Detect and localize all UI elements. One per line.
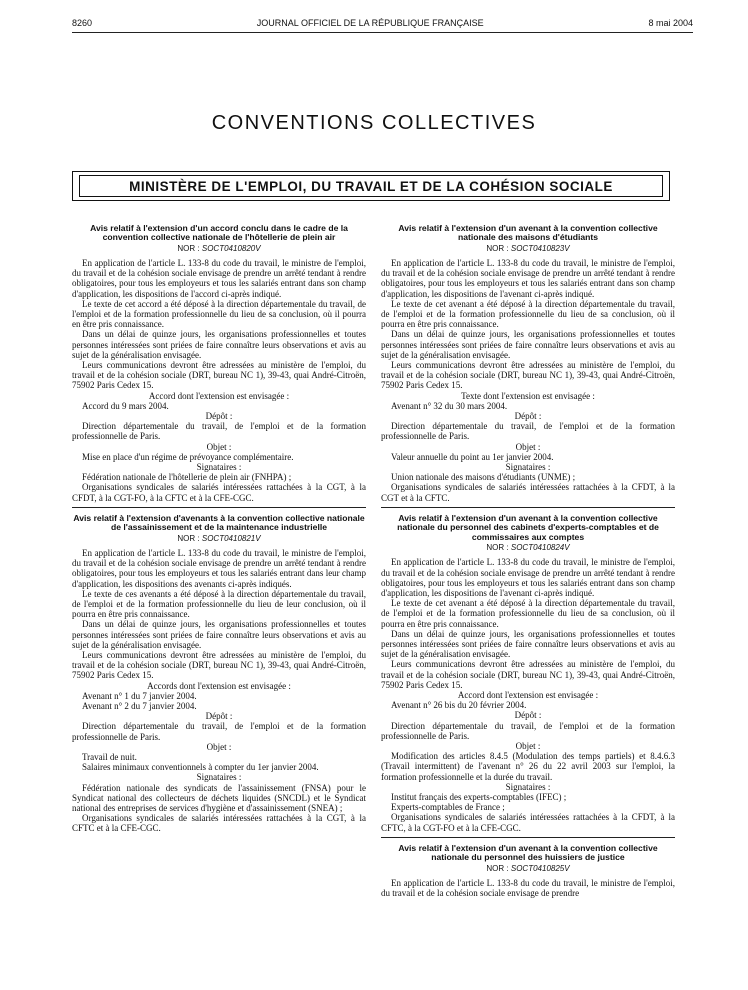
subheading: Signataires :: [196, 462, 242, 473]
subheading: Signataires :: [505, 462, 551, 473]
paragraph: Dans un délai de quinze jours, les organisations professionnelles et toutes personnes intéressées sont priées de faire connaître leurs observations et avis au sujet de la généralisation envisagée.: [72, 619, 366, 650]
ministry-name: MINISTÈRE DE L'EMPLOI, DU TRAVAIL ET DE LA COHÉSION SOCIALE: [79, 175, 663, 197]
paragraph: Le texte de cet accord a été déposé à la direction départementale du travail, de l'emploi et de la formation professionnelle du lieu de sa conclusion, où il pourra en être pris connaissance.: [72, 298, 366, 330]
notice-title: Avis relatif à l'extension d'avenants à la convention collective nationale de l'assainissement et de la maintenance industrielle: [73, 512, 365, 533]
divider: [381, 507, 675, 508]
nor-code: SOCT0410825V: [510, 863, 570, 873]
nor-code: SOCT0410823V: [510, 243, 570, 253]
paragraph: Le texte de ces avenants a été déposé à la direction départementale du travail, de l'emploi et de la formation professionnelle du lieu de leur conclusion, où il pourra en être pris connaissance.: [72, 588, 366, 620]
divider: [381, 837, 675, 838]
notice-hotellerie: [72, 224, 366, 503]
notice-maisons-etudiants: [381, 224, 675, 503]
subheading: Accord dont l'extension est envisagée :: [457, 689, 599, 700]
journal-title: JOURNAL OFFICIEL DE LA RÉPUBLIQUE FRANÇAISE: [256, 18, 484, 28]
nor-label: NOR :: [486, 863, 509, 873]
subheading: Dépôt :: [205, 711, 233, 722]
subheading: Texte dont l'extension est envisagée :: [461, 390, 595, 401]
subheading: Signataires :: [196, 772, 242, 783]
item: Direction départementale du travail, de l'emploi et de la formation professionnelle de Paris.: [381, 720, 675, 741]
paragraph: En application de l'article L. 133-8 du code du travail, le ministre de l'emploi, du travail et de la cohésion sociale envisage de prendre un arrêté tendant à rendre obligatoires, pour tous les employeurs et tous les salariés entrant dans son champ d'application, les dispositions de l'avenant ci-après indiqué.: [381, 258, 675, 299]
nor-reference: [381, 864, 675, 874]
item: Direction départementale du travail, de l'emploi et de la formation professionnelle de Paris.: [72, 721, 366, 742]
item: Organisations syndicales de salariés intéressées rattachées à la CFDT, à la CFTC, à la CGT-FO et à la CFE-CGC.: [381, 812, 675, 833]
item: Organisations syndicales de salariés intéressées rattachées à la CFDT, à la CGT et à la CFTC.: [381, 482, 675, 503]
paragraph: Leurs communications devront être adressées au ministère de l'emploi, du travail et de la cohésion sociale (DRT, bureau NC 1), 39-43, quai André-Citroën, 75902 Paris Cedex 15.: [72, 360, 366, 391]
nor-label: NOR :: [486, 243, 509, 253]
subheading: Accords dont l'extension est envisagée :: [147, 680, 291, 691]
paragraph: En application de l'article L. 133-8 du code du travail, le ministre de l'emploi, du travail et de la cohésion sociale envisage de prendre un arrêté tendant à rendre obligatoires, pour tous les employeurs et tous les salariés entrant dans leur champ d'application, les dispositions des avenants ci-après indiqués.: [72, 547, 366, 589]
nor-code: SOCT0410824V: [510, 543, 570, 553]
right-column: [381, 224, 675, 898]
item: Travail de nuit.: [82, 751, 137, 762]
left-column: [72, 224, 366, 834]
item: Avenant n° 1 du 7 janvier 2004.: [82, 690, 197, 701]
subheading: Signataires :: [505, 781, 551, 792]
ministry-box: [72, 171, 670, 201]
nor-reference: [72, 534, 366, 544]
subheading: Dépôt :: [514, 411, 542, 422]
paragraph: Dans un délai de quinze jours, les organisations professionnelles et toutes personnes intéressées sont priées de faire connaître leurs observations et avis au sujet de la généralisation envisagée.: [381, 329, 675, 360]
item: Mise en place d'un régime de prévoyance complémentaire.: [82, 451, 294, 462]
nor-label: NOR :: [177, 243, 200, 253]
subheading: Objet :: [206, 741, 232, 752]
item: Union nationale des maisons d'étudiants (UNME) ;: [391, 472, 576, 483]
subheading: Dépôt :: [514, 710, 542, 721]
item: Organisations syndicales de salariés intéressées rattachées à la CGT, à la CFDT, à la CGT-FO, à la CFTC et à la CFE-CGC.: [72, 482, 366, 503]
nor-label: NOR :: [177, 533, 200, 543]
nor-reference: [381, 244, 675, 254]
paragraph: En application de l'article L. 133-8 du code du travail, le ministre de l'emploi, du travail et de la cohésion sociale envisage de prendre un arrêté tendant à rendre obligatoires, pour tous les employeurs et tous les salariés entrant dans son champ d'application, les dispositions de l'avenant ci-après indiqué.: [381, 557, 675, 598]
paragraph: Dans un délai de quinze jours, les organisations professionnelles et toutes personnes intéressées sont priées de faire connaître leurs observations et avis au sujet de la généralisation envisagée.: [72, 329, 366, 360]
paragraph: En application de l'article L. 133-8 du code du travail, le ministre de l'emploi, du travail et de la cohésion sociale envisage de prendre un arrêté tendant à rendre obligatoires, pour tous les employeurs et tous les salariés entrant dans son champ d'application, les dispositions de l'accord ci-après indiqué.: [72, 258, 366, 299]
item: Organisations syndicales de salariés intéressées rattachées à la CGT, à la CFTC et à la CFE-CGC.: [72, 813, 366, 834]
item: Salaires minimaux conventionnels à compter du 1er janvier 2004.: [82, 762, 319, 773]
paragraph: En application de l'article L. 133-8 du code du travail, le ministre de l'emploi, du travail et de la cohésion sociale envisage de prendre: [381, 877, 675, 899]
paragraph: Le texte de cet avenant a été déposé à la direction départementale du travail, de l'emploi et de la formation professionnelle du lieu de sa conclusion, où il pourra en être pris connaissance.: [381, 598, 675, 629]
item: Experts-comptables de France ;: [391, 802, 505, 813]
subheading: Objet :: [206, 441, 232, 452]
item: Fédération nationale des syndicats de l'assainissement (FNSA) pour le Syndicat national des collecteurs de déchets liquides (SNCDL) et le Syndicat national des entreprises de services d'hygiène et d'assainissement (SNEA) ;: [72, 782, 366, 813]
notice-title: Avis relatif à l'extension d'un avenant à la convention collective nationale du personnel des cabinets d'experts-comptables et de commissaires aux comptes: [397, 512, 659, 542]
item: Direction départementale du travail, de l'emploi et de la formation professionnelle de Paris.: [72, 421, 366, 442]
item: Accord du 9 mars 2004.: [82, 400, 169, 411]
paragraph: Dans un délai de quinze jours, les organisations professionnelles et toutes personnes intéressées sont priées de faire connaître leurs observations et avis au sujet de la généralisation envisagée.: [381, 628, 675, 660]
subheading: Accord dont l'extension est envisagée :: [148, 390, 290, 401]
paragraph: Leurs communications devront être adressées au ministère de l'emploi, du travail et de la cohésion sociale (DRT, bureau NC 1), 39-43, quai André-Citroën, 75902 Paris Cedex 15.: [381, 659, 675, 690]
nor-reference: [381, 543, 675, 553]
notice-assainissement: [72, 514, 366, 834]
issue-date: 8 mai 2004: [648, 18, 693, 28]
running-header: [72, 16, 693, 33]
item: Institut français des experts-comptables (IFEC) ;: [391, 791, 567, 802]
nor-reference: [72, 244, 366, 254]
paragraph: Leurs communications devront être adressées au ministère de l'emploi, du travail et de la cohésion sociale (DRT, bureau NC 1), 39-43, quai André-Citroën, 75902 Paris Cedex 15.: [381, 360, 675, 391]
notice-title: Avis relatif à l'extension d'un accord conclu dans le cadre de la convention collective nationale de l'hôtellerie de plein air: [90, 223, 348, 243]
item: Fédération nationale de l'hôtellerie de plein air (FNHPA) ;: [82, 472, 292, 483]
paragraph: Leurs communications devront être adressées au ministère de l'emploi, du travail et de la cohésion sociale (DRT, bureau NC 1), 39-43, quai André-Citroën, 75902 Paris Cedex 15.: [72, 649, 366, 681]
nor-code: SOCT0410821V: [201, 533, 261, 543]
item: Modification des articles 8.4.5 (Modulation des temps partiels) et 8.4.6.3 (Travail intermittent) de l'avenant n° 26 du 22 avril 2003 sur l'emploi, la formation professionnelle et la durée du travail.: [381, 751, 675, 782]
paragraph: Le texte de cet avenant a été déposé à la direction départementale du travail, de l'emploi et de la formation professionnelle du lieu de sa conclusion, où il pourra en être pris connaissance.: [381, 298, 675, 330]
notice-title: Avis relatif à l'extension d'un avenant à la convention collective nationale du personnel des huissiers de justice: [398, 842, 658, 863]
divider: [72, 507, 366, 508]
section-title: CONVENTIONS COLLECTIVES: [211, 112, 537, 134]
notice-title: Avis relatif à l'extension d'un avenant à la convention collective nationale des maisons d'étudiants: [398, 223, 658, 243]
item: Direction départementale du travail, de l'emploi et de la formation professionnelle de Paris.: [381, 421, 675, 442]
item: Avenant n° 26 bis du 20 février 2004.: [391, 700, 527, 711]
notice-huissiers: [381, 844, 675, 898]
subheading: Dépôt :: [205, 411, 233, 422]
subheading: Objet :: [515, 441, 541, 452]
nor-code: SOCT0410820V: [201, 243, 261, 253]
page-number: 8260: [72, 18, 93, 28]
item: Valeur annuelle du point au 1er janvier 2004.: [391, 451, 554, 462]
item: Avenant n° 32 du 30 mars 2004.: [391, 400, 508, 411]
nor-label: NOR :: [486, 543, 509, 553]
subheading: Objet :: [515, 740, 541, 751]
item: Avenant n° 2 du 7 janvier 2004.: [82, 700, 197, 711]
notice-experts-comptables: [381, 514, 675, 833]
